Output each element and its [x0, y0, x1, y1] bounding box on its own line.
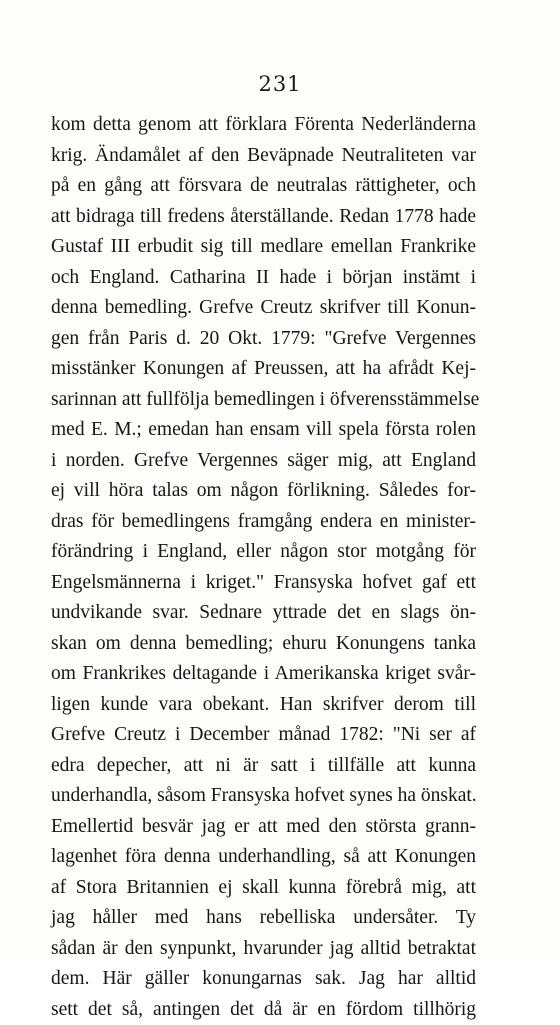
- text-line: i norden. Grefve Vergennes säger mig, att England: [51, 446, 476, 477]
- text-line: kom detta genom att förklara Förenta Nederländerna: [51, 110, 476, 141]
- text-line: med E. M.; emedan han ensam vill spela första rolen: [51, 415, 476, 446]
- text-line: krig. Ändamålet af den Beväpnade Neutraliteten var: [51, 141, 476, 172]
- text-line: Grefve Creutz i December månad 1782: "Ni ser af: [51, 720, 476, 751]
- text-line: af Stora Britannien ej skall kunna förebrå mig, att: [51, 873, 476, 904]
- text-line: Engelsmännerna i kriget." Fransyska hofvet gaf ett: [51, 568, 476, 599]
- text-line: jag håller med hans rebelliska undersåter. Ty: [51, 903, 476, 934]
- text-line: denna bemedling. Grefve Creutz skrifver till Konun-: [51, 293, 476, 324]
- text-line: underhandla, såsom Fransyska hofvet synes ha önskat.: [51, 781, 476, 812]
- text-line: förändring i England, eller någon stor motgång för: [51, 537, 476, 568]
- page-number: 231: [0, 72, 560, 96]
- text-line: sett det så, antingen det då är en fördom tillhörig: [51, 995, 476, 1025]
- text-line: om Frankrikes deltagande i Amerikanska kriget svår-: [51, 659, 476, 690]
- text-line: att bidraga till fredens återställande. Redan 1778 hade: [51, 202, 476, 233]
- text-line: ej vill höra talas om någon förlikning. Således for-: [51, 476, 476, 507]
- text-line: och England. Catharina II hade i början instämt i: [51, 263, 476, 294]
- text-line: på en gång att försvara de neutralas rättigheter, och: [51, 171, 476, 202]
- text-line: sarinnan att fullfölja bemedlingen i öfverensstämmelse: [51, 385, 476, 416]
- text-line: Gustaf III erbudit sig till medlare emellan Frankrike: [51, 232, 476, 263]
- text-line: ligen kunde vara obekant. Han skrifver derom till: [51, 690, 476, 721]
- text-line: misstänker Konungen af Preussen, att ha afrådt Kej-: [51, 354, 476, 385]
- text-line: edra depecher, att ni är satt i tillfälle att kunna: [51, 751, 476, 782]
- text-line: lagenhet föra denna underhandling, så att Konungen: [51, 842, 476, 873]
- text-line: dem. Här gäller konungarnas sak. Jag har alltid: [51, 964, 476, 995]
- text-line: Emellertid besvär jag er att med den största grann-: [51, 812, 476, 843]
- text-line: sådan är den synpunkt, hvarunder jag alltid betraktat: [51, 934, 476, 965]
- text-line: gen från Paris d. 20 Okt. 1779: "Grefve Vergennes: [51, 324, 476, 355]
- text-line: skan om denna bemedling; ehuru Konungens tanka: [51, 629, 476, 660]
- body-text: [51, 110, 476, 1025]
- text-line: undvikande svar. Sednare yttrade det en slags ön-: [51, 598, 476, 629]
- text-line: dras för bemedlingens framgång endera en minister-: [51, 507, 476, 538]
